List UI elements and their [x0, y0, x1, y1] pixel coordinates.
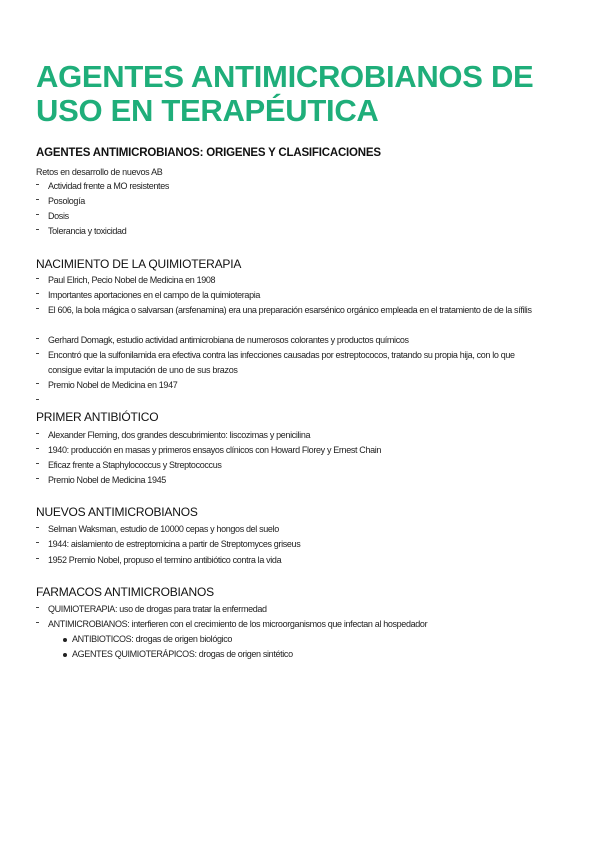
title-line-1: AGENTES ANTIMICROBIANOS DE: [36, 59, 534, 94]
empty-bullet: [36, 399, 39, 400]
list-item-continuation: consigue evitar la imputación de uno de sus brazos: [48, 365, 238, 375]
bullet-dot-icon: [63, 638, 67, 642]
list-item: Premio Nobel de Medicina en 1947: [48, 380, 178, 390]
sub-list-item: [72, 649, 293, 659]
list-item: El 606, la bola mágica o salvarsan (arsfenamina) era una preparación esarsénico orgánico empleada en el tratamiento de de la sífilis: [48, 305, 532, 315]
document-title: [36, 60, 576, 128]
list-item: Alexander Fleming, dos grandes descubrimiento: liscozimas y penicilina: [48, 430, 311, 440]
section-heading-origins: AGENTES ANTIMICROBIANOS: ORIGENES Y CLASIFICACIONES: [36, 147, 381, 159]
list-item: Paul Elrich, Pecio Nobel de Medicina en 1908: [48, 275, 216, 285]
list-item: Selman Waksman, estudio de 10000 cepas y hongos del suelo: [48, 524, 279, 534]
sub-list-item-text: AGENTES QUIMIOTERÁPICOS: drogas de origen sintético: [72, 649, 293, 659]
sub-list-item-text: ANTIBIOTICOS: drogas de origen biológico: [72, 634, 233, 644]
list-item: ANTIMICROBIANOS: interfieren con el crecimiento de los microorganismos que infectan al hospedador: [48, 619, 428, 629]
list-item: Posología: [48, 196, 85, 206]
list-item: Gerhard Domagk, estudio actividad antimicrobiana de numerosos colorantes y productos químicos: [48, 335, 409, 345]
section-heading-nuevos: NUEVOS ANTIMICROBIANOS: [36, 505, 198, 519]
list-item: QUIMIOTERAPIA: uso de drogas para tratar la enfermedad: [48, 604, 267, 614]
list-item: Dosis: [48, 211, 69, 221]
list-item: Encontró que la sulfonilamida era efectiva contra las infecciones causadas por estreptococos, tratando su propia hija, con lo que: [48, 350, 515, 360]
list-item: Eficaz frente a Staphylococcus y Streptococcus: [48, 460, 222, 470]
list-item: 1940: producción en masas y primeros ensayos clínicos con Howard Florey y Ernest Chain: [48, 445, 382, 455]
list-item: Actividad frente a MO resistentes: [48, 181, 170, 191]
list-item: Tolerancia y toxicidad: [48, 226, 127, 236]
section-heading-primer-antibiotico: PRIMER ANTIBIÓTICO: [36, 410, 159, 424]
section-intro: Retos en desarrollo de nuevos AB: [36, 167, 163, 177]
list-item: Importantes aportaciones en el campo de la quimioterapia: [48, 290, 261, 300]
section-heading-quimioterapia: NACIMIENTO DE LA QUIMIOTERAPIA: [36, 257, 242, 271]
sub-list-item: [72, 634, 232, 644]
list-item: 1952 Premio Nobel, propuso el termino antibiótico contra la vida: [48, 555, 282, 565]
list-item: Premio Nobel de Medicina 1945: [48, 475, 166, 485]
title-line-2: USO EN TERAPÉUTICA: [36, 93, 379, 128]
section-heading-farmacos: FARMACOS ANTIMICROBIANOS: [36, 585, 214, 599]
bullet-dot-icon: [63, 653, 67, 657]
list-item: 1944: aislamiento de estreptomicina a partir de Streptomyces griseus: [48, 539, 301, 549]
